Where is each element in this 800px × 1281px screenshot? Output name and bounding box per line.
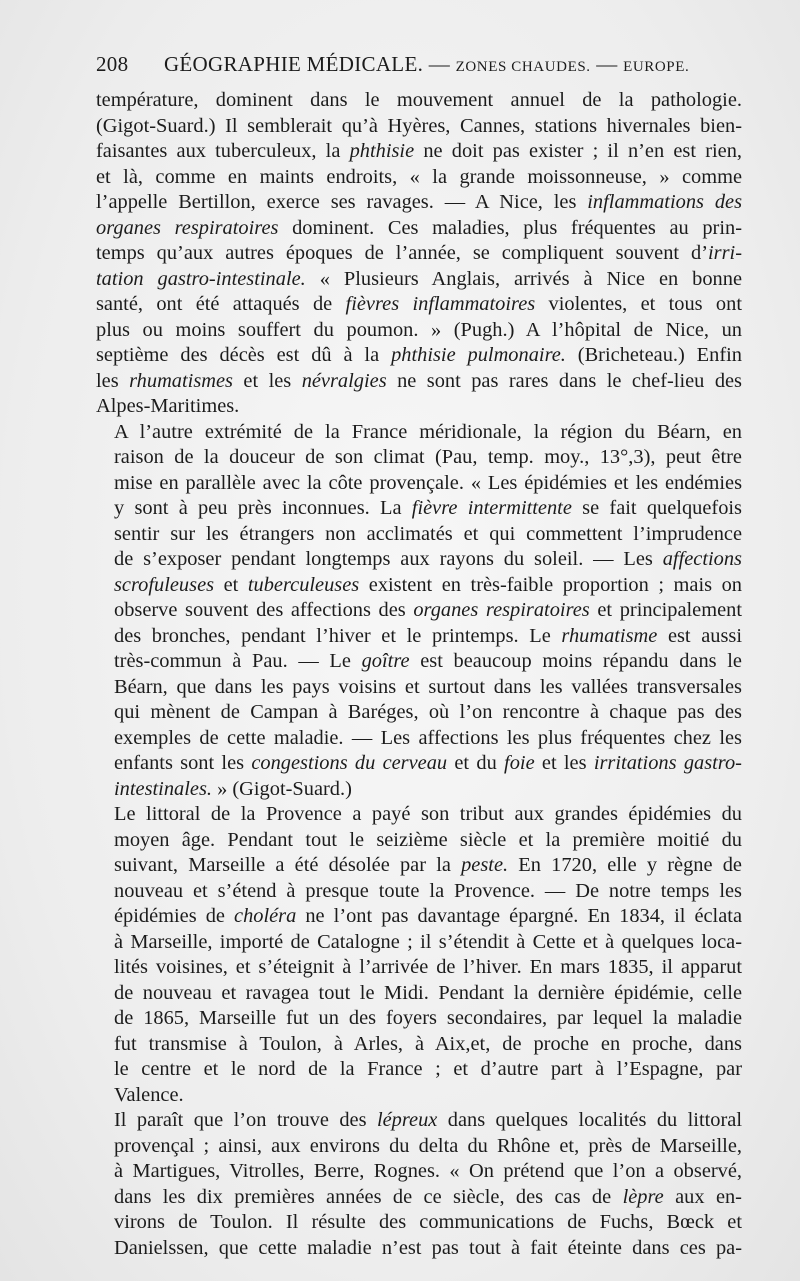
text-run: aux en- [663, 1185, 742, 1208]
text-line [96, 292, 742, 318]
text-line [96, 267, 742, 293]
text-run: existent en très-faible proportion ; mais on [359, 573, 742, 596]
text-run: mise en parallèle avec la côte provençale. « Les épidémies et les endémies [114, 471, 742, 494]
italic-run: rhumatismes [129, 369, 233, 392]
text-run: de 1865, Marseille fut un des foyers secondaires, par lequel la maladie [114, 1007, 742, 1029]
italic-run: congestions du cerveau [251, 752, 448, 774]
text-run: épidémies de [114, 905, 235, 927]
text-run: et [214, 573, 248, 596]
text-run: dans quelques localités du littoral [437, 1109, 742, 1131]
text-run: temps qu’aux autres époques de l’année, se compliquent souvent d’ [96, 242, 708, 264]
text-line [96, 598, 742, 624]
text-line [96, 981, 742, 1007]
text-run: Alpes-Maritimes. [96, 395, 240, 417]
text-run: est aussi [657, 624, 742, 647]
text-run: enfants sont les [114, 752, 252, 774]
text-run: sentir sur les étrangers non acclimatés et qui commettent l’imprudence [114, 522, 742, 545]
text-run: les [96, 369, 130, 392]
header-section: ZONES CHAUDES. [455, 59, 591, 75]
page-number: 208 [96, 52, 129, 76]
italic-run: affections [662, 548, 742, 570]
text-run: En 1720, elle y règne de [508, 854, 742, 876]
text-line [96, 904, 742, 930]
text-run: Le littoral de la Provence a payé son tribut aux grandes épidémies du [114, 803, 742, 825]
text-line [96, 649, 742, 675]
text-line [96, 547, 742, 573]
italic-run: choléra [234, 905, 297, 927]
paragraph [96, 88, 742, 420]
text-run: température, dominent dans le mouvement annuel de la pathologie. [96, 89, 742, 111]
text-run: fut transmise à Toulon, à Arles, à Aix,et, de proche en proche, dans [114, 1032, 742, 1055]
text-line [96, 1108, 742, 1134]
text-line [96, 165, 742, 191]
text-line [96, 114, 742, 140]
text-run: lités voisines, et s’éteignit à l’arrivée de l’hiver. En mars 1835, il apparut [114, 956, 742, 978]
text-run: A l’autre extrémité de la France méridionale, la région du Béarn, en [114, 420, 742, 443]
text-line [96, 471, 742, 497]
paragraph [96, 802, 742, 1108]
text-run: l’appelle Bertillon, exerce ses ravages. — A Nice, les [96, 191, 588, 213]
text-run: Il paraît que l’on trouve des [114, 1109, 377, 1131]
italic-run: névralgies [301, 369, 387, 392]
text-run: exemples de cette maladie. — Les affections les plus fréquentes chez les [114, 726, 742, 749]
text-run: suivant, Marseille a été désolée par la [114, 854, 462, 876]
italic-run: fièvre intermittente [411, 497, 572, 519]
text-run: des bronches, pendant l’hiver et le printemps. Le [114, 624, 562, 647]
text-line [96, 190, 742, 216]
text-line [96, 343, 742, 369]
italic-run: peste. [461, 854, 509, 876]
italic-run: phthisie [349, 140, 415, 162]
text-line [96, 853, 742, 879]
text-run: observe souvent des affections des [114, 599, 414, 621]
text-run: ne l’ont pas davantage épargné. En 1834, il éclata [296, 905, 742, 927]
italic-run: inflammations des [587, 191, 742, 213]
text-run: Danielssen, que cette maladie n’est pas tout à fait éteinte dans ces pa- [114, 1236, 742, 1259]
text-run: à Martigues, Vitrolles, Berre, Rognes. « On prétend que l’on a observé, [114, 1160, 742, 1182]
text-run: septième des décès est dû à la [96, 344, 392, 366]
italic-run: tuberculeuses [247, 573, 360, 596]
text-run: est beaucoup moins répandu dans le [409, 650, 742, 672]
text-run: faisantes aux tuberculeux, la [96, 140, 350, 162]
text-run: et là, comme en maints endroits, « la grande moissonneuse, » comme [96, 165, 742, 188]
text-run: (Gigot-Suard.) Il semblerait qu’à Hyères, Cannes, stations hivernales bien- [96, 114, 742, 137]
text-line [96, 1057, 742, 1083]
text-run: violentes, et tous ont [535, 293, 742, 315]
text-line [96, 955, 742, 981]
text-run: à Marseille, importé de Catalogne ; il s’étendit à Cette et à quelques loca- [114, 930, 742, 953]
text-line [96, 879, 742, 905]
text-run: » (Gigot-Suard.) [211, 777, 352, 800]
text-run: et les [534, 752, 594, 774]
text-run: ne sont pas rares dans le chef-lieu des [386, 369, 742, 392]
italic-run: irritations gastro- [593, 752, 742, 774]
text-run: santé, ont été attaqués de [96, 293, 346, 315]
header-separator: — [428, 52, 450, 76]
text-line [96, 675, 742, 701]
header-region: EUROPE. [623, 59, 690, 75]
text-run: et les [232, 369, 302, 392]
text-run: de nouveau et ravagea tout le Midi. Pendant la dernière épidémie, celle [114, 981, 742, 1004]
text-run: virons de Toulon. Il résulte des communications de Fuchs, Bœck et [114, 1211, 742, 1233]
text-line [96, 777, 742, 803]
italic-run: tation gastro-intestinale. [96, 267, 306, 290]
text-line [96, 802, 742, 828]
text-line [96, 1210, 742, 1236]
text-line [96, 216, 742, 242]
italic-run: lépreux [376, 1109, 438, 1131]
paragraph [96, 420, 742, 803]
text-run: se fait quelquefois [571, 497, 742, 519]
italic-run: foie [504, 752, 535, 774]
text-line [96, 496, 742, 522]
italic-run: scrofuleuses [114, 573, 215, 596]
italic-run: lèpre [622, 1185, 664, 1208]
text-line [96, 369, 742, 395]
header-separator: — [596, 52, 618, 76]
running-header [96, 52, 756, 84]
text-run: dominent. Ces maladies, plus fréquentes au prin- [278, 216, 742, 239]
text-line [96, 1032, 742, 1058]
text-run: moyen âge. Pendant tout le seizième siècle et la première moitié du [114, 828, 742, 851]
italic-run: organes respiratoires [96, 216, 279, 239]
text-line [96, 139, 742, 165]
text-line [96, 318, 742, 344]
text-line [96, 1159, 742, 1185]
italic-run: fièvres inflammatoires [345, 293, 536, 315]
text-run: nouveau et s’étend à presque toute la Provence. — De notre temps les [114, 879, 742, 902]
text-run: (Bricheteau.) Enfin [565, 344, 742, 366]
text-line [96, 88, 742, 114]
text-line [96, 1083, 742, 1109]
text-line [96, 1236, 742, 1262]
italic-run: organes respiratoires [413, 599, 590, 621]
text-line [96, 1006, 742, 1032]
text-line [96, 700, 742, 726]
text-run: provençal ; ainsi, aux environs du delta du Rhône et, près de Marseille, [114, 1134, 742, 1157]
text-run: qui mènent de Campan à Baréges, où l’on rencontre à chaque pas des [114, 701, 742, 723]
text-run: y sont à peu près inconnues. La [114, 497, 412, 519]
text-line [96, 394, 742, 420]
text-run: Valence. [114, 1083, 184, 1106]
text-run: très-commun à Pau. — Le [114, 650, 362, 672]
text-line [96, 751, 742, 777]
text-line [96, 1134, 742, 1160]
text-run: de s’exposer pendant longtemps aux rayons du soleil. — Les [114, 548, 663, 570]
text-run: Béarn, que dans les pays voisins et surtout dans les vallées transversales [114, 675, 742, 698]
text-line [96, 726, 742, 752]
text-run: plus ou moins souffert du poumon. » (Pugh.) A l’hôpital de Nice, un [96, 318, 742, 341]
italic-run: irri- [708, 242, 742, 264]
text-line [96, 1185, 742, 1211]
text-line [96, 241, 742, 267]
text-run: « Plusieurs Anglais, arrivés à Nice en bonne [305, 267, 743, 290]
text-line [96, 445, 742, 471]
text-line [96, 522, 742, 548]
paragraph [96, 1108, 742, 1261]
italic-run: phthisie pulmonaire. [391, 344, 566, 366]
text-line [96, 420, 742, 446]
running-title: GÉOGRAPHIE MÉDICALE. [163, 52, 424, 76]
italic-run: goître [361, 650, 410, 672]
text-line [96, 930, 742, 956]
italic-run: rhumatisme [561, 624, 658, 647]
text-run: raison de la douceur de son climat (Pau, temp. moy., 13°,3), peut être [114, 446, 742, 468]
text-line [96, 828, 742, 854]
text-run: ne doit pas exister ; il n’en est rien, [414, 140, 742, 162]
text-run: et principalement [589, 599, 742, 621]
text-run: dans les dix premières années de ce siècle, des cas de [114, 1185, 623, 1208]
text-run: le centre et le nord de la France ; et d’autre part à l’Espagne, par [114, 1058, 742, 1080]
text-line [96, 624, 742, 650]
text-line [96, 573, 742, 599]
text-run: et du [447, 752, 505, 774]
italic-run: intestinales. [114, 777, 212, 800]
body-text [96, 88, 742, 1261]
